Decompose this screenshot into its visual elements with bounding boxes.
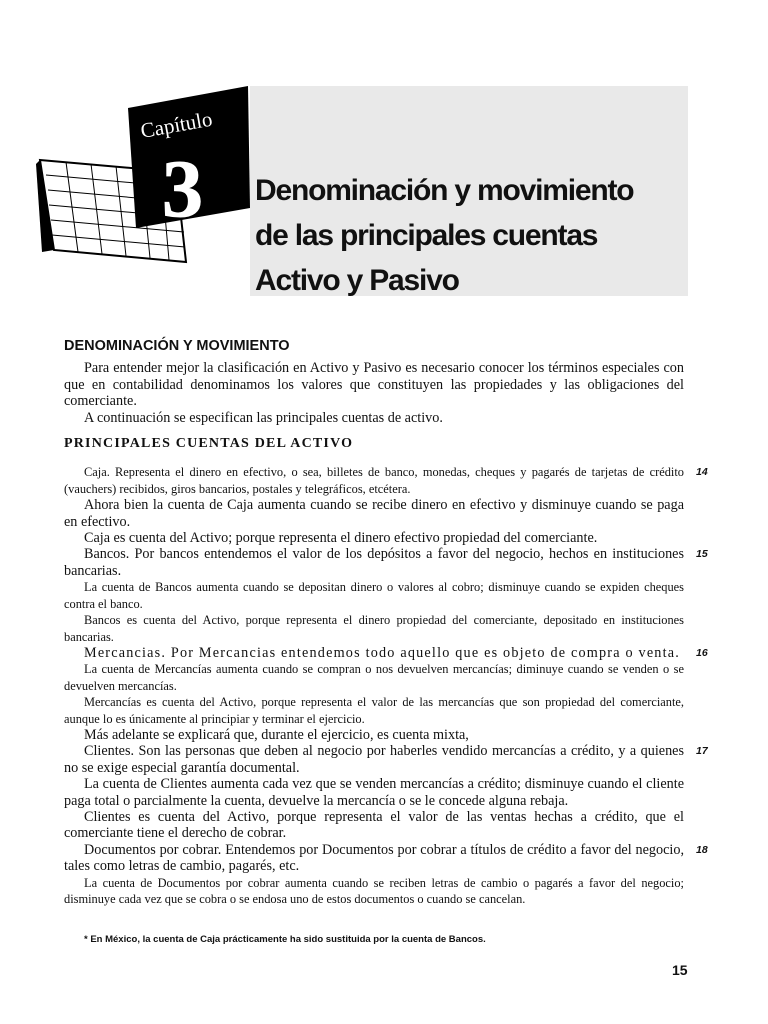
mercancias-movement: La cuenta de Mercancías aumenta cuando se compran o nos devuelven mercancías; diminuye cuando se venden o se devuelven mercancías. [64,662,684,693]
chapter-title [255,168,695,303]
chapter-title-line-3: Activo y Pasivo [255,264,459,297]
mercancias-nature: Mercancías es cuenta del Activo, porque representa el valor de las mercancías que son propiedad del comerciante, aunque lo es únicamente al principiar y terminar el ejercicio. [64,695,684,726]
margin-number-17: 17 [696,745,708,758]
caja-definition: Caja. Representa el dinero en efectivo, o sea, billetes de banco, monedas, cheques y pagarés de tarjetas de crédito (vauchers) recibidos, giros bancarios, postales y telegráficos, etcétera. [64,465,684,496]
mercancias-note: Más adelante se explicará que, durante el ejercicio, es cuenta mixta, [84,726,469,743]
entry-bancos [64,546,708,644]
margin-number-15: 15 [696,548,708,561]
chapter-title-line-1: Denominación y movimiento [255,174,634,207]
intro-paragraph-1: Para entender mejor la clasificación en Activo y Pasivo es necesario conocer los términos especiales con que en contabilidad denominamos los valores que constituyen las propiedades y las obligaciones del comerciante. [64,360,684,410]
caja-nature: Caja es cuenta del Activo; porque representa el dinero efectivo propiedad del comerciante. [84,530,598,547]
chapter-label: Capítulo [138,106,215,143]
chapter-card [128,86,250,234]
documentos-movement: La cuenta de Documentos por cobrar aumenta cuando se reciben letras de cambio o pagarés a favor del negocio; disminuye cada vez que se cobra o se endosa uno de estos documentos o cuando se cancelan. [64,875,684,906]
footnote: * En México, la cuenta de Caja prácticamente ha sido sustituida por la cuenta de Bancos. [84,934,486,945]
caja-movement: Ahora bien la cuenta de Caja aumenta cuando se recibe dinero en efectivo y disminuye cuando se paga en efectivo. [64,497,684,530]
margin-number-16: 16 [696,646,708,659]
margin-number-18: 18 [696,843,708,856]
documentos-definition: Documentos por cobrar. Entendemos por Documentos por cobrar a títulos de crédito a favor del negocio, tales como letras de cambio, pagarés, etc. [64,841,684,875]
clientes-definition: Clientes. Son las personas que deben al negocio por haberles vendido mercancías a crédito, y a quienes no se exige especial garantía documental. [64,743,684,776]
entry-caja [64,464,708,547]
bancos-definition: Bancos. Por bancos entendemos el valor de los depósitos a favor del negocio, hechos en instituciones bancarias. [64,546,684,579]
margin-number-14: 14 [696,466,708,479]
chapter-number: 3 [162,143,203,234]
chapter-emblem [36,80,256,270]
clientes-nature: Clientes es cuenta del Activo, porque representa el valor de las ventas hechas a crédito, que el comerciante tiene el derecho de cobrar. [64,808,684,842]
accounts-subheading: PRINCIPALES CUENTAS DEL ACTIVO [64,436,354,452]
mercancias-definition: Mercancias. Por Mercancias entendemos todo aquello que es objeto de compra o venta. [84,644,680,661]
page-number: 15 [672,962,688,978]
page-body [64,338,708,907]
clientes-movement: La cuenta de Clientes aumenta cada vez que se venden mercancías a crédito; disminuye cuando el cliente paga total o parcialmente la cuenta, devuelve la mercancía o se le concede alguna rebaja. [64,776,684,809]
chapter-title-line-2: de las principales cuentas [255,219,598,252]
section-heading: DENOMINACIÓN Y MOVIMIENTO [64,338,290,354]
bancos-nature: Bancos es cuenta del Activo, porque representa el dinero propiedad del comerciante, depositado en instituciones bancarias. [64,613,684,644]
entry-mercancias [64,644,708,743]
bancos-movement: La cuenta de Bancos aumenta cuando se depositan dinero o valores al cobro; disminuye cuando se expiden cheques contra el banco. [64,580,684,611]
intro-paragraph-2: A continuación se especifican las principales cuentas de activo. [84,409,443,426]
entry-clientes [64,743,708,842]
entry-documentos [64,841,708,908]
